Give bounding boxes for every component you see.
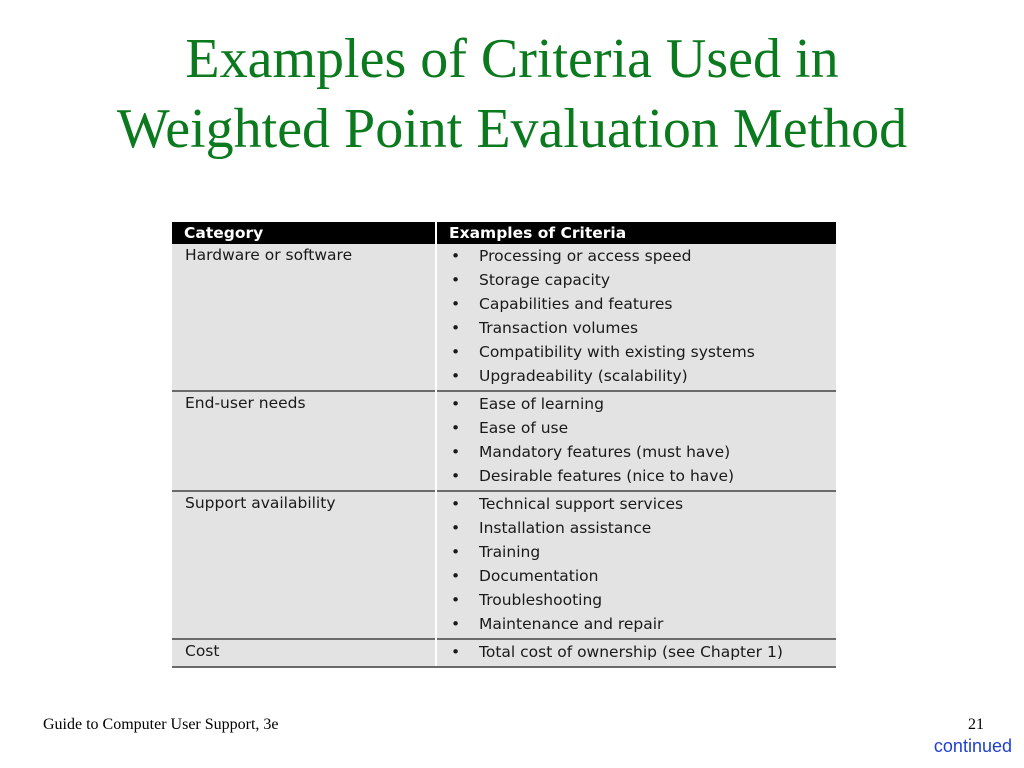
- criteria-list: [437, 392, 836, 490]
- criterion-text: Documentation: [479, 567, 599, 585]
- list-item: [437, 566, 836, 590]
- bullet-icon: •: [451, 343, 461, 361]
- list-item: [437, 270, 836, 294]
- criteria-cell: [436, 244, 836, 391]
- bullet-icon: •: [451, 271, 461, 289]
- column-header-category: Category: [172, 222, 436, 244]
- criterion-text: Compatibility with existing systems: [479, 343, 755, 361]
- list-item: [437, 418, 836, 442]
- list-item: [437, 366, 836, 390]
- list-item: [437, 542, 836, 566]
- criterion-text: Processing or access speed: [479, 247, 692, 265]
- list-item: [437, 494, 836, 518]
- criterion-text: Troubleshooting: [479, 591, 603, 609]
- criteria-cell: [436, 391, 836, 491]
- criteria-cell: [436, 639, 836, 667]
- table-row: [172, 391, 836, 491]
- category-cell: Hardware or software: [172, 244, 436, 391]
- slide-title: [0, 24, 1024, 164]
- list-item: [437, 394, 836, 418]
- list-item: [437, 342, 836, 366]
- bullet-icon: •: [451, 591, 461, 609]
- criterion-text: Technical support services: [479, 495, 684, 513]
- table-row: [172, 491, 836, 639]
- bullet-icon: •: [451, 367, 461, 385]
- bullet-icon: •: [451, 319, 461, 337]
- table-row: [172, 639, 836, 667]
- list-item: [437, 642, 836, 666]
- table-row: [172, 244, 836, 391]
- criterion-text: Storage capacity: [479, 271, 611, 289]
- slide-title-line-1: Examples of Criteria Used in: [185, 28, 839, 90]
- criterion-text: Transaction volumes: [479, 319, 639, 337]
- bullet-icon: •: [451, 419, 461, 437]
- criterion-text: Mandatory features (must have): [479, 443, 731, 461]
- footer-book-title: Guide to Computer User Support, 3e: [43, 716, 279, 733]
- bullet-icon: •: [451, 643, 461, 661]
- bullet-icon: •: [451, 467, 461, 485]
- list-item: [437, 318, 836, 342]
- criteria-table: [172, 222, 836, 668]
- footer-continued: continued: [933, 736, 1012, 756]
- footer-page-number: 21: [968, 716, 984, 733]
- list-item: [437, 246, 836, 270]
- criterion-text: Maintenance and repair: [479, 615, 664, 633]
- list-item: [437, 294, 836, 318]
- bullet-icon: •: [451, 443, 461, 461]
- bullet-icon: •: [451, 543, 461, 561]
- bullet-icon: •: [451, 495, 461, 513]
- criteria-cell: [436, 491, 836, 639]
- category-cell: End-user needs: [172, 391, 436, 491]
- criterion-text: Upgradeability (scalability): [479, 367, 688, 385]
- bullet-icon: •: [451, 615, 461, 633]
- criterion-text: Installation assistance: [479, 519, 652, 537]
- bullet-icon: •: [451, 567, 461, 585]
- criterion-text: Total cost of ownership (see Chapter 1): [479, 643, 783, 661]
- criterion-text: Capabilities and features: [479, 295, 673, 313]
- bullet-icon: •: [451, 247, 461, 265]
- criteria-list: [437, 640, 836, 666]
- category-cell: Cost: [172, 639, 436, 667]
- table-header-row: [172, 222, 836, 244]
- criterion-text: Desirable features (nice to have): [479, 467, 735, 485]
- criteria-list: [437, 492, 836, 638]
- criterion-text: Ease of use: [479, 419, 569, 437]
- bullet-icon: •: [451, 395, 461, 413]
- bullet-icon: •: [451, 519, 461, 537]
- criterion-text: Training: [479, 543, 541, 561]
- list-item: [437, 442, 836, 466]
- slide-title-line-2: Weighted Point Evaluation Method: [116, 98, 908, 160]
- category-cell: Support availability: [172, 491, 436, 639]
- criterion-text: Ease of learning: [479, 395, 604, 413]
- list-item: [437, 614, 836, 638]
- criteria-list: [437, 244, 836, 390]
- list-item: [437, 590, 836, 614]
- bullet-icon: •: [451, 295, 461, 313]
- list-item: [437, 518, 836, 542]
- list-item: [437, 466, 836, 490]
- column-header-criteria: Examples of Criteria: [436, 222, 836, 244]
